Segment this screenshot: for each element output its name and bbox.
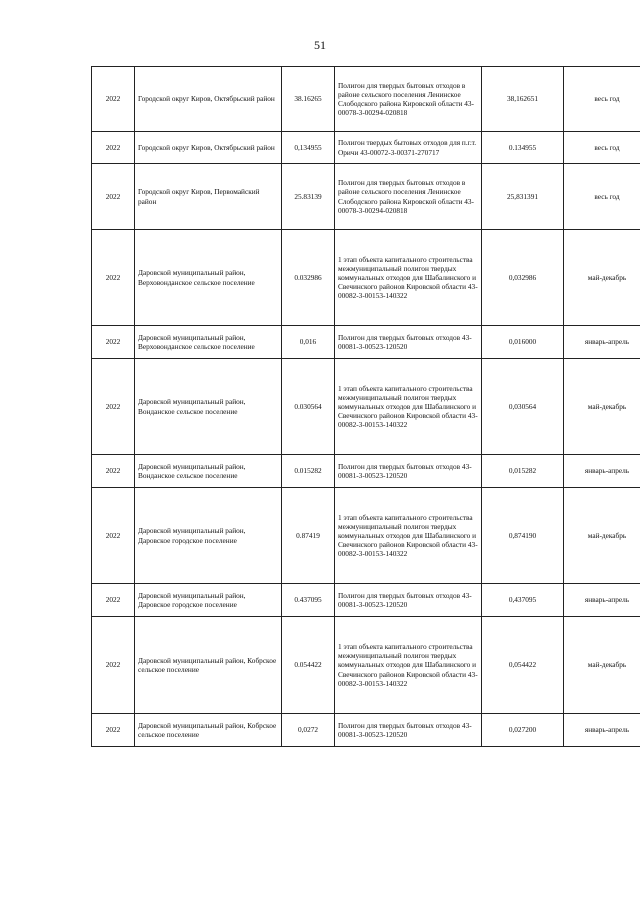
facility-cell: Полигон для твердых бытовых отходов в районе сельского поселения Ленинское Слободского района Кировской области 43-00078-3-00294-020818 (335, 164, 482, 230)
location-cell: Даровской муниципальный район, Вонданское сельское поселение (135, 455, 282, 488)
year-cell: 2022 (92, 132, 135, 164)
quantity-cell: 0,016 (282, 326, 335, 359)
facility-cell: Полигон твердых бытовых отходов для п.г.т. Оричи 43-00072-3-00371-270717 (335, 132, 482, 164)
waste-table (91, 66, 640, 747)
location-cell: Даровской муниципальный район, Верховонданское сельское поселение (135, 326, 282, 359)
year-cell: 2022 (92, 617, 135, 714)
location-cell: Даровской муниципальный район, Кобрское сельское поселение (135, 617, 282, 714)
period-cell: май-декабрь (564, 488, 640, 584)
table-body (92, 67, 640, 747)
facility-cell: Полигон для твердых бытовых отходов 43-00081-3-00523-120520 (335, 326, 482, 359)
year-cell: 2022 (92, 714, 135, 747)
facility-cell: 1 этап объекта капитального строительства межмуниципальный полигон твердых коммунальных отходов для Шабалинского и Свечинского районов Кировской области 43-00082-3-00153-140322 (335, 359, 482, 455)
table-row (92, 488, 640, 584)
location-cell: Даровской муниципальный район, Вонданское сельское поселение (135, 359, 282, 455)
table-row (92, 67, 640, 132)
period-cell: январь-апрель (564, 714, 640, 747)
quantity-cell: 0.030564 (282, 359, 335, 455)
table-row (92, 132, 640, 164)
quantity-cell: 0,0272 (282, 714, 335, 747)
quantity-alt-cell: 38,162651 (482, 67, 564, 132)
year-cell: 2022 (92, 67, 135, 132)
location-cell: Городской округ Киров, Октябрьский район (135, 67, 282, 132)
quantity-cell: 0.015282 (282, 455, 335, 488)
facility-cell: Полигон для твердых бытовых отходов 43-00081-3-00523-120520 (335, 455, 482, 488)
table-row (92, 359, 640, 455)
table-row (92, 714, 640, 747)
period-cell: май-декабрь (564, 230, 640, 326)
location-cell: Городской округ Киров, Октябрьский район (135, 132, 282, 164)
year-cell: 2022 (92, 326, 135, 359)
table-row (92, 617, 640, 714)
quantity-cell: 0.054422 (282, 617, 335, 714)
quantity-alt-cell: 0.134955 (482, 132, 564, 164)
quantity-alt-cell: 25,831391 (482, 164, 564, 230)
period-cell: весь год (564, 132, 640, 164)
quantity-cell: 0.032986 (282, 230, 335, 326)
table-row (92, 164, 640, 230)
quantity-alt-cell: 0,874190 (482, 488, 564, 584)
table-row (92, 455, 640, 488)
year-cell: 2022 (92, 164, 135, 230)
location-cell: Даровской муниципальный район, Верховонданское сельское поселение (135, 230, 282, 326)
period-cell: весь год (564, 67, 640, 132)
quantity-alt-cell: 0,032986 (482, 230, 564, 326)
quantity-cell: 0,134955 (282, 132, 335, 164)
quantity-alt-cell: 0,027200 (482, 714, 564, 747)
location-cell: Даровской муниципальный район, Даровское городское поселение (135, 488, 282, 584)
period-cell: январь-апрель (564, 326, 640, 359)
facility-cell: 1 этап объекта капитального строительства межмуниципальный полигон твердых коммунальных отходов для Шабалинского и Свечинского районов Кировской области 43-00082-3-00153-140322 (335, 488, 482, 584)
facility-cell: 1 этап объекта капитального строительства межмуниципальный полигон твердых коммунальных отходов для Шабалинского и Свечинского районов Кировской области 43-00082-3-00153-140322 (335, 617, 482, 714)
period-cell: весь год (564, 164, 640, 230)
quantity-alt-cell: 0,054422 (482, 617, 564, 714)
period-cell: май-декабрь (564, 617, 640, 714)
quantity-alt-cell: 0,030564 (482, 359, 564, 455)
table-row (92, 230, 640, 326)
table-row (92, 326, 640, 359)
page-number: 51 (314, 38, 326, 52)
period-cell: май-декабрь (564, 359, 640, 455)
period-cell: январь-апрель (564, 584, 640, 617)
quantity-alt-cell: 0,437095 (482, 584, 564, 617)
quantity-cell: 0.437095 (282, 584, 335, 617)
location-cell: Городской округ Киров, Первомайский район (135, 164, 282, 230)
year-cell: 2022 (92, 584, 135, 617)
location-cell: Даровской муниципальный район, Даровское городское поселение (135, 584, 282, 617)
facility-cell: Полигон для твердых бытовых отходов 43-00081-3-00523-120520 (335, 714, 482, 747)
facility-cell: Полигон для твердых бытовых отходов 43-00081-3-00523-120520 (335, 584, 482, 617)
location-cell: Даровской муниципальный район, Кобрское сельское поселение (135, 714, 282, 747)
quantity-alt-cell: 0,016000 (482, 326, 564, 359)
year-cell: 2022 (92, 455, 135, 488)
quantity-cell: 38.16265 (282, 67, 335, 132)
year-cell: 2022 (92, 488, 135, 584)
table-row (92, 584, 640, 617)
year-cell: 2022 (92, 230, 135, 326)
quantity-cell: 0.87419 (282, 488, 335, 584)
facility-cell: 1 этап объекта капитального строительства межмуниципальный полигон твердых коммунальных отходов для Шабалинского и Свечинского районов Кировской области 43-00082-3-00153-140322 (335, 230, 482, 326)
quantity-cell: 25.83139 (282, 164, 335, 230)
quantity-alt-cell: 0,015282 (482, 455, 564, 488)
year-cell: 2022 (92, 359, 135, 455)
period-cell: январь-апрель (564, 455, 640, 488)
facility-cell: Полигон для твердых бытовых отходов в районе сельского поселения Ленинское Слободского района Кировской области 43-00078-3-00294-020818 (335, 67, 482, 132)
